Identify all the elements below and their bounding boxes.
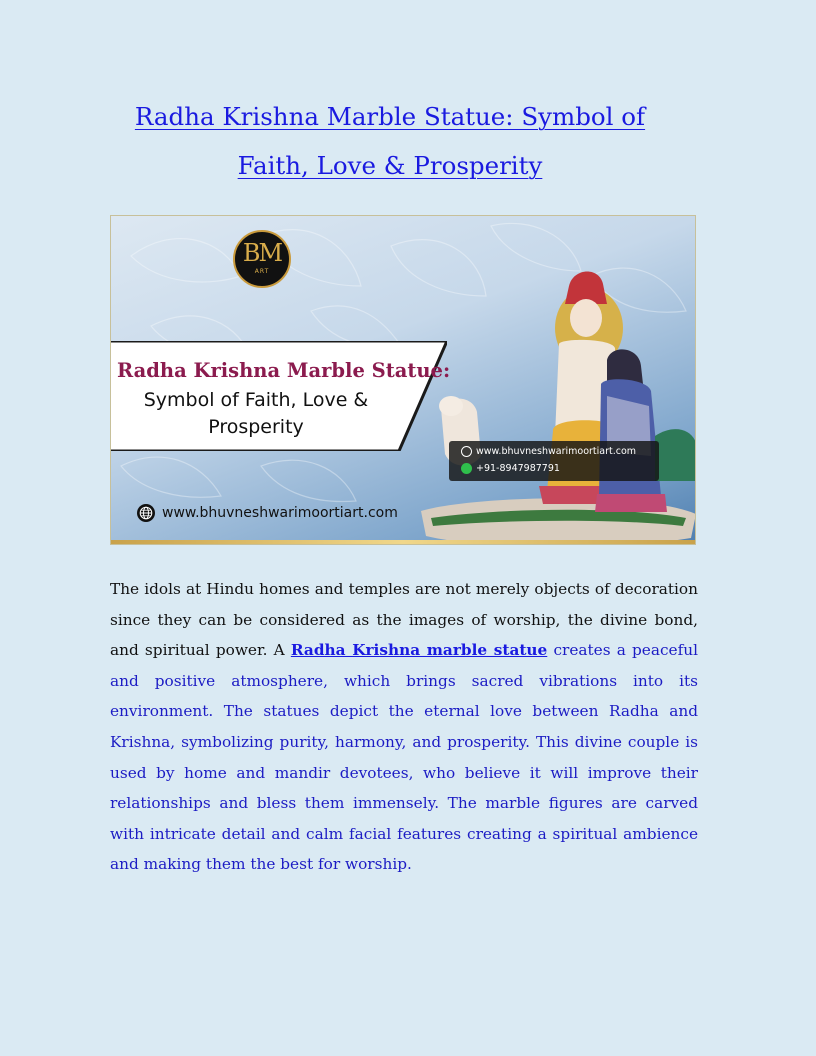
page-title-line-1[interactable]: Radha Krishna Marble Statue: Symbol of (134, 102, 646, 131)
logo-monogram: BM (242, 239, 282, 267)
contact-website: www.bhuvneshwarimoortiart.com (476, 446, 637, 457)
contact-box (449, 441, 659, 481)
contact-phone: +91-8947987791 (476, 463, 560, 474)
banner-bottom-border (111, 540, 695, 544)
body-text-after-link: creates a peaceful and positive atmosphere, which brings sacred vibrations into its environment. The statues depict the eternal love between Radha and Krishna, symbolizing purity, harmony, and prosperity. This divine couple is used by home and mandir devotees, who believe it will improve their relationships and bless them immensely. The marble figures are carved with intricate detail and calm facial features creating a spiritual ambience and making them the best for worship. (110, 641, 698, 874)
body-text-before-link: The idols at Hindu homes and temples are not merely objects of decoration since they can be considered as the images of worship, the divine bond, and spiritual power. A (110, 580, 698, 660)
page-title-line-2[interactable]: Faith, Love & Prosperity (237, 151, 543, 180)
banner-image (110, 215, 696, 545)
banner-card-subtitle: Symbol of Faith, Love & Prosperity (143, 389, 369, 438)
banner-title-card (110, 341, 451, 451)
banner-card-title: Radha Krishna Marble Statue: (117, 359, 451, 382)
radha-krishna-statue-illustration (411, 256, 696, 545)
banner-footer-website (137, 504, 398, 522)
contact-phone-row (461, 463, 560, 474)
globe-icon (137, 504, 155, 522)
logo-subtext: ART (254, 268, 270, 275)
banner-footer-website-text: www.bhuvneshwarimoortiart.com (162, 505, 398, 521)
brand-logo (233, 230, 291, 288)
radha-krishna-statue-link[interactable]: Radha Krishna marble statue (290, 641, 548, 660)
contact-website-row (461, 446, 636, 457)
globe-icon (461, 446, 472, 457)
body-paragraph (110, 574, 698, 880)
whatsapp-icon (461, 463, 472, 474)
page-title[interactable] (110, 92, 670, 190)
